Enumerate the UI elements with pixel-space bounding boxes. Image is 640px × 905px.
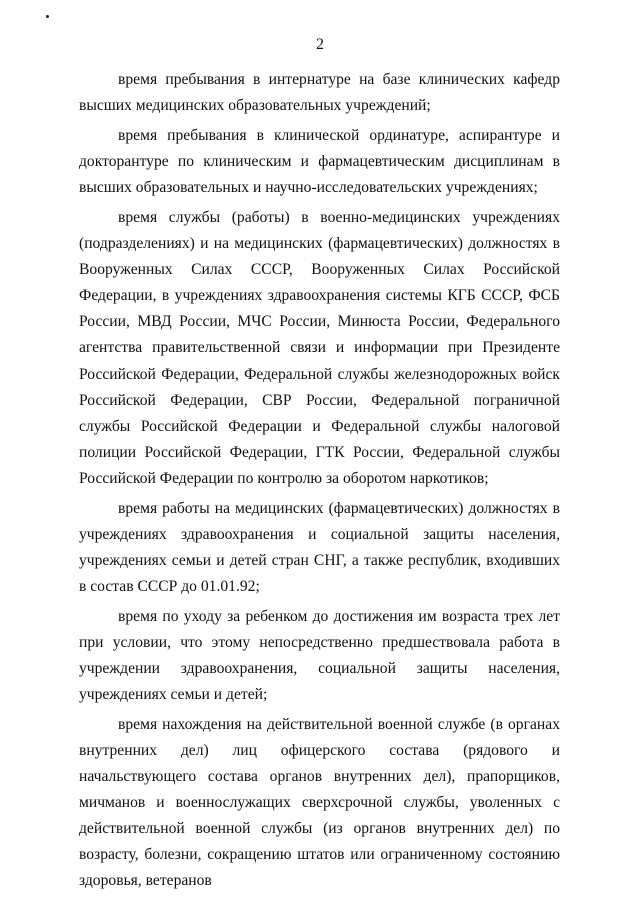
paragraph-cis-work: время работы на медицинских (фармацевтических) должностях в учреждениях здравоохранения и социальной защиты населения, учреждениях семьи и детей стран СНГ, а также республик, входивших в состав СССР до 01.01.92; bbox=[79, 499, 560, 595]
paragraph-internship: время пребывания в интернатуре на базе клинических кафедр высших медицинских образовательных учреждений; bbox=[79, 71, 560, 115]
paragraph-child-care: время по уходу за ребенком до достижения им возраста трех лет при условии, что этому непосредственно предшествовала работа в учреждении здравоохранения, социальной защиты населения, учреждениях семьи и детей; bbox=[79, 607, 560, 704]
paragraph-residency: время пребывания в клинической ординатуре, аспирантуре и докторантуре по клиническим и фармацевтическим дисциплинам в высших образовательных и научно-исследовательских учреждениях; bbox=[79, 127, 560, 197]
page-number: 2 bbox=[316, 36, 324, 53]
document-body bbox=[79, 67, 560, 898]
paragraph-military-medical-service: время службы (работы) в военно-медицинских учреждениях (подразделениях) и на медицинских (фармацевтических) должностях в Вооруженных Силах СССР, Вооруженных Силах Российской Федерации, в учреждениях здравоохранения системы КГБ СССР, ФСБ России, МВД России, МЧС России, Минюста России, Федерального агентства правительственной связи и информации при Президенте Российской Федерации, Федеральной службы железнодорожных войск Российской Федерации, СВР России, Федеральной пограничной службы Российской Федерации и Федеральной службы налоговой полиции Российской Федерации, ГТК России, Федеральной службы Российской Федерации по контролю за оборотом наркотиков; bbox=[79, 209, 560, 487]
paragraph-active-military-service: время нахождения на действительной военной службе (в органах внутренних дел) лиц офицерского состава (рядового и начальствующего состава органов внутренних дел), прапорщиков, мичманов и военнослужащих сверхсрочной службы, уволенных с действительной военной службы (из органов внутренних дел) по возрасту, болезни, сокращению штатов или ограниченному состоянию здоровья, ветеранов bbox=[79, 716, 560, 890]
scan-speck bbox=[46, 15, 49, 18]
